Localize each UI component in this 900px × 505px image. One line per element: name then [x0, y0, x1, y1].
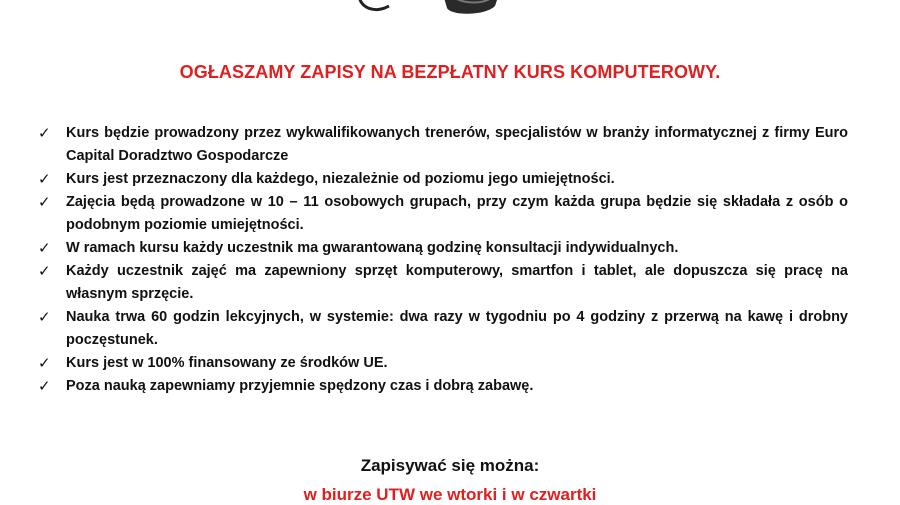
- check-mark-icon: ✓: [38, 194, 51, 211]
- course-info-list: [38, 122, 848, 398]
- signup-heading: Zapisywać się można:: [360, 456, 540, 475]
- list-item-text: Zajęcia będą prowadzone w 10 – 11 osobowych grupach, przy czym każda grupa będzie się składała z osób o podobnym poziomie umiejętności.: [66, 194, 848, 233]
- check-mark-icon: ✓: [38, 378, 51, 395]
- list-item-text: Nauka trwa 60 godzin lekcyjnych, w systemie: dwa razy w tygodniu po 4 godziny z przerwą na kawę i drobny poczęstunek.: [66, 309, 848, 348]
- list-item: [38, 237, 848, 260]
- check-mark-icon: ✓: [38, 125, 51, 142]
- check-mark-icon: ✓: [38, 263, 51, 280]
- list-item: [38, 375, 848, 398]
- list-item-text: Kurs będzie prowadzony przez wykwalifikowanych trenerów, specjalistów w branży informatycznej z firmy Euro Capital Doradztwo Gospodarcze: [66, 125, 848, 164]
- list-item-text: Kurs jest w 100% finansowany ze środków UE.: [66, 355, 388, 371]
- check-mark-icon: ✓: [38, 309, 51, 326]
- signup-location: w biurze UTW we wtorki i w czwartki: [303, 485, 597, 504]
- list-item-text: Poza nauką zapewniamy przyjemnie spędzony czas i dobrą zabawę.: [66, 378, 534, 394]
- list-item: [38, 352, 848, 375]
- computer-mouse-icon: [355, 0, 505, 20]
- list-item: [38, 191, 848, 237]
- list-item: [38, 306, 848, 352]
- page-title: OGŁASZAMY ZAPISY NA BEZPŁATNY KURS KOMPUTEROWY.: [179, 62, 721, 82]
- list-item: [38, 260, 848, 306]
- list-item: [38, 168, 848, 191]
- list-item-text: W ramach kursu każdy uczestnik ma gwarantowaną godzinę konsultacji indywidualnych.: [66, 240, 679, 256]
- check-mark-icon: ✓: [38, 171, 51, 188]
- list-item-text: Kurs jest przeznaczony dla każdego, niezależnie od poziomu jego umiejętności.: [66, 171, 615, 187]
- check-mark-icon: ✓: [38, 355, 51, 372]
- check-mark-icon: ✓: [38, 240, 51, 257]
- list-item-text: Każdy uczestnik zajęć ma zapewniony sprzęt komputerowy, smartfon i tablet, ale dopuszcza się pracę na własnym sprzęcie.: [66, 263, 848, 302]
- list-item: [38, 122, 848, 168]
